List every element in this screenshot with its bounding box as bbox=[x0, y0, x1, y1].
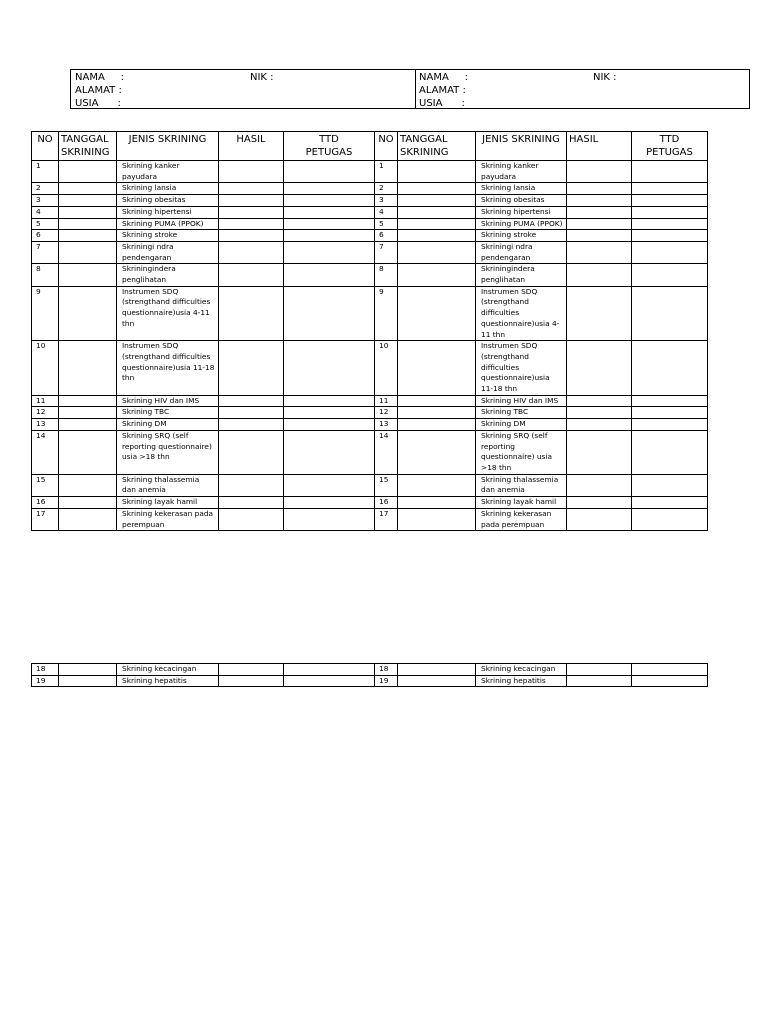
row-no: 3 bbox=[375, 195, 398, 207]
ttd-cell[interactable] bbox=[284, 341, 375, 396]
right-alamat-label: ALAMAT : bbox=[419, 85, 466, 96]
jenis-cell: Skrining DM bbox=[117, 419, 219, 431]
tanggal-cell[interactable] bbox=[398, 675, 476, 687]
tanggal-cell[interactable] bbox=[59, 675, 117, 687]
ttd-cell[interactable] bbox=[632, 241, 708, 263]
hasil-cell[interactable] bbox=[219, 508, 284, 530]
header-divider bbox=[415, 70, 416, 108]
jenis-cell: Skrining thalassemia dan anemia bbox=[476, 474, 567, 496]
tanggal-cell[interactable] bbox=[398, 206, 476, 218]
ttd-cell[interactable] bbox=[632, 218, 708, 230]
ttd-cell[interactable] bbox=[284, 430, 375, 474]
ttd-cell[interactable] bbox=[284, 508, 375, 530]
table-row bbox=[32, 264, 708, 286]
ttd-cell[interactable] bbox=[284, 407, 375, 419]
tanggal-cell[interactable] bbox=[398, 241, 476, 263]
ttd-cell[interactable] bbox=[284, 474, 375, 496]
ttd-cell[interactable] bbox=[632, 430, 708, 474]
tanggal-cell[interactable] bbox=[59, 241, 117, 263]
ttd-cell[interactable] bbox=[632, 341, 708, 396]
table-row bbox=[32, 419, 708, 431]
ttd-cell[interactable] bbox=[632, 474, 708, 496]
row-no: 15 bbox=[32, 474, 59, 496]
right-nama-label: NAMA : bbox=[419, 72, 469, 83]
jenis-cell: Skrining SRQ (self reporting questionnaire) usia >18 thn bbox=[476, 430, 567, 474]
jenis-cell: Skrining HIV dan IMS bbox=[117, 395, 219, 407]
row-no: 3 bbox=[32, 195, 59, 207]
ttd-cell[interactable] bbox=[284, 664, 375, 676]
hasil-cell[interactable] bbox=[567, 218, 632, 230]
hasil-cell[interactable] bbox=[219, 286, 284, 341]
row-no: 16 bbox=[375, 497, 398, 509]
col-hasil-header-right: HASIL bbox=[567, 132, 632, 161]
table-row bbox=[32, 497, 708, 509]
tanggal-cell[interactable] bbox=[59, 407, 117, 419]
row-no: 6 bbox=[32, 230, 59, 242]
tanggal-cell[interactable] bbox=[398, 474, 476, 496]
right-nik-label: NIK : bbox=[593, 72, 617, 83]
hasil-cell[interactable] bbox=[219, 195, 284, 207]
jenis-cell: Skrining DM bbox=[476, 419, 567, 431]
hasil-cell[interactable] bbox=[219, 183, 284, 195]
tanggal-cell[interactable] bbox=[59, 395, 117, 407]
row-no: 5 bbox=[32, 218, 59, 230]
hasil-cell[interactable] bbox=[567, 264, 632, 286]
patient-identity-box bbox=[70, 69, 750, 109]
row-no: 12 bbox=[32, 407, 59, 419]
ttd-cell[interactable] bbox=[284, 206, 375, 218]
tanggal-cell[interactable] bbox=[59, 341, 117, 396]
ttd-cell[interactable] bbox=[632, 264, 708, 286]
tanggal-cell[interactable] bbox=[59, 286, 117, 341]
hasil-cell[interactable] bbox=[219, 241, 284, 263]
col-jenis-header: JENIS SKRINING bbox=[117, 132, 219, 161]
col-hasil-header: HASIL bbox=[219, 132, 284, 161]
jenis-cell: Skrining kanker payudara bbox=[117, 161, 219, 183]
row-no: 13 bbox=[32, 419, 59, 431]
row-no: 4 bbox=[375, 206, 398, 218]
ttd-cell[interactable] bbox=[284, 497, 375, 509]
ttd-cell[interactable] bbox=[284, 230, 375, 242]
row-no: 14 bbox=[32, 430, 59, 474]
col-ttd-header-right: TTD PETUGAS bbox=[632, 132, 708, 161]
ttd-cell[interactable] bbox=[632, 195, 708, 207]
tanggal-cell[interactable] bbox=[398, 407, 476, 419]
row-no: 9 bbox=[32, 286, 59, 341]
jenis-cell: Skrining layak hamil bbox=[476, 497, 567, 509]
hasil-cell[interactable] bbox=[219, 206, 284, 218]
hasil-cell[interactable] bbox=[219, 264, 284, 286]
table-row bbox=[32, 195, 708, 207]
ttd-cell[interactable] bbox=[284, 241, 375, 263]
tanggal-cell[interactable] bbox=[59, 430, 117, 474]
row-no: 12 bbox=[375, 407, 398, 419]
hasil-cell[interactable] bbox=[567, 206, 632, 218]
tanggal-cell[interactable] bbox=[398, 430, 476, 474]
jenis-cell: Skrining kekerasan pada perempuan bbox=[117, 508, 219, 530]
table-row bbox=[32, 407, 708, 419]
jenis-cell: Instrumen SDQ (strengthand difficulties questionnaire)usia 4-11 thn bbox=[117, 286, 219, 341]
ttd-cell[interactable] bbox=[632, 508, 708, 530]
table-row bbox=[32, 395, 708, 407]
ttd-cell[interactable] bbox=[632, 675, 708, 687]
tanggal-cell[interactable] bbox=[398, 395, 476, 407]
jenis-cell: Instrumen SDQ (strengthand difficulties questionnaire)usia 4-11 thn bbox=[476, 286, 567, 341]
row-no: 16 bbox=[32, 497, 59, 509]
table-row bbox=[32, 474, 708, 496]
table-row bbox=[32, 161, 708, 183]
hasil-cell[interactable] bbox=[219, 395, 284, 407]
tanggal-cell[interactable] bbox=[59, 218, 117, 230]
tanggal-cell[interactable] bbox=[398, 230, 476, 242]
col-no-header-right: NO bbox=[375, 132, 398, 161]
jenis-cell: Instrumen SDQ (strengthand difficulties questionnaire)usia 11-18 thn bbox=[476, 341, 567, 396]
ttd-cell[interactable] bbox=[632, 497, 708, 509]
ttd-cell[interactable] bbox=[284, 161, 375, 183]
ttd-cell[interactable] bbox=[632, 183, 708, 195]
hasil-cell[interactable] bbox=[567, 497, 632, 509]
jenis-cell: Skrining TBC bbox=[476, 407, 567, 419]
jenis-cell: Skrining hipertensi bbox=[476, 206, 567, 218]
col-tanggal-header-right: TANGGAL SKRINING bbox=[398, 132, 476, 161]
screening-table-continued bbox=[31, 663, 708, 687]
row-no: 17 bbox=[375, 508, 398, 530]
table-row bbox=[32, 206, 708, 218]
jenis-cell: Skrining kekerasan pada perempuan bbox=[476, 508, 567, 530]
row-no: 4 bbox=[32, 206, 59, 218]
row-no: 11 bbox=[32, 395, 59, 407]
jenis-cell: Skrining SRQ (self reporting questionnaire) usia >18 thn bbox=[117, 430, 219, 474]
row-no: 19 bbox=[375, 675, 398, 687]
hasil-cell[interactable] bbox=[567, 430, 632, 474]
left-alamat-label: ALAMAT : bbox=[75, 85, 122, 96]
col-no-header: NO bbox=[32, 132, 59, 161]
row-no: 8 bbox=[32, 264, 59, 286]
ttd-cell[interactable] bbox=[284, 218, 375, 230]
ttd-cell[interactable] bbox=[632, 395, 708, 407]
row-no: 13 bbox=[375, 419, 398, 431]
screening-table bbox=[31, 131, 708, 531]
table-row bbox=[32, 241, 708, 263]
tanggal-cell[interactable] bbox=[398, 264, 476, 286]
jenis-cell: Skrining hepatitis bbox=[476, 675, 567, 687]
jenis-cell: Skrining stroke bbox=[476, 230, 567, 242]
row-no: 15 bbox=[375, 474, 398, 496]
row-no: 1 bbox=[32, 161, 59, 183]
tanggal-cell[interactable] bbox=[59, 161, 117, 183]
hasil-cell[interactable] bbox=[219, 664, 284, 676]
row-no: 7 bbox=[375, 241, 398, 263]
hasil-cell[interactable] bbox=[567, 508, 632, 530]
hasil-cell[interactable] bbox=[567, 161, 632, 183]
hasil-cell[interactable] bbox=[219, 497, 284, 509]
jenis-cell: Skrining thalassemia dan anemia bbox=[117, 474, 219, 496]
tanggal-cell[interactable] bbox=[398, 218, 476, 230]
tanggal-cell[interactable] bbox=[398, 161, 476, 183]
table-row bbox=[32, 183, 708, 195]
ttd-cell[interactable] bbox=[284, 675, 375, 687]
table-row bbox=[32, 675, 708, 687]
jenis-cell: Skrining PUMA (PPOK) bbox=[476, 218, 567, 230]
tanggal-cell[interactable] bbox=[59, 230, 117, 242]
jenis-cell: Skriningindera penglihatan bbox=[117, 264, 219, 286]
row-no: 5 bbox=[375, 218, 398, 230]
jenis-cell: Skrining stroke bbox=[117, 230, 219, 242]
table-row bbox=[32, 230, 708, 242]
row-no: 2 bbox=[375, 183, 398, 195]
tanggal-cell[interactable] bbox=[59, 664, 117, 676]
ttd-cell[interactable] bbox=[284, 395, 375, 407]
row-no: 10 bbox=[375, 341, 398, 396]
ttd-cell[interactable] bbox=[284, 195, 375, 207]
left-usia-label: USIA : bbox=[75, 98, 121, 109]
hasil-cell[interactable] bbox=[567, 419, 632, 431]
jenis-cell: Skrining TBC bbox=[117, 407, 219, 419]
tanggal-cell[interactable] bbox=[398, 286, 476, 341]
jenis-cell: Skrining HIV dan IMS bbox=[476, 395, 567, 407]
row-no: 2 bbox=[32, 183, 59, 195]
hasil-cell[interactable] bbox=[219, 161, 284, 183]
ttd-cell[interactable] bbox=[284, 419, 375, 431]
hasil-cell[interactable] bbox=[567, 195, 632, 207]
hasil-cell[interactable] bbox=[219, 474, 284, 496]
jenis-cell: Skrining lansia bbox=[476, 183, 567, 195]
hasil-cell[interactable] bbox=[567, 230, 632, 242]
hasil-cell[interactable] bbox=[567, 664, 632, 676]
row-no: 18 bbox=[32, 664, 59, 676]
hasil-cell[interactable] bbox=[567, 675, 632, 687]
row-no: 19 bbox=[32, 675, 59, 687]
tanggal-cell[interactable] bbox=[59, 195, 117, 207]
jenis-cell: Skrining kanker payudara bbox=[476, 161, 567, 183]
row-no: 6 bbox=[375, 230, 398, 242]
hasil-cell[interactable] bbox=[567, 286, 632, 341]
ttd-cell[interactable] bbox=[632, 664, 708, 676]
ttd-cell[interactable] bbox=[284, 286, 375, 341]
row-no: 7 bbox=[32, 241, 59, 263]
hasil-cell[interactable] bbox=[219, 675, 284, 687]
tanggal-cell[interactable] bbox=[59, 474, 117, 496]
table-row bbox=[32, 218, 708, 230]
jenis-cell: Skrining PUMA (PPOK) bbox=[117, 218, 219, 230]
ttd-cell[interactable] bbox=[632, 286, 708, 341]
row-no: 14 bbox=[375, 430, 398, 474]
row-no: 9 bbox=[375, 286, 398, 341]
row-no: 1 bbox=[375, 161, 398, 183]
ttd-cell[interactable] bbox=[632, 206, 708, 218]
left-nama-label: NAMA : bbox=[75, 72, 125, 83]
hasil-cell[interactable] bbox=[567, 474, 632, 496]
jenis-cell: Skriningi ndra pendengaran bbox=[476, 241, 567, 263]
ttd-cell[interactable] bbox=[632, 407, 708, 419]
col-ttd-header: TTD PETUGAS bbox=[284, 132, 375, 161]
ttd-cell[interactable] bbox=[284, 183, 375, 195]
jenis-cell: Skrining lansia bbox=[117, 183, 219, 195]
hasil-cell[interactable] bbox=[567, 407, 632, 419]
jenis-cell: Skriningindera penglihatan bbox=[476, 264, 567, 286]
jenis-cell: Skrining kecacingan bbox=[476, 664, 567, 676]
jenis-cell: Skrining hipertensi bbox=[117, 206, 219, 218]
hasil-cell[interactable] bbox=[219, 230, 284, 242]
col-tanggal-header: TANGGAL SKRINING bbox=[59, 132, 117, 161]
hasil-cell[interactable] bbox=[219, 341, 284, 396]
left-nik-label: NIK : bbox=[250, 72, 274, 83]
tanggal-cell[interactable] bbox=[398, 497, 476, 509]
hasil-cell[interactable] bbox=[219, 419, 284, 431]
table-row bbox=[32, 664, 708, 676]
table-row bbox=[32, 341, 708, 396]
ttd-cell[interactable] bbox=[632, 419, 708, 431]
table-row bbox=[32, 430, 708, 474]
table-row bbox=[32, 508, 708, 530]
table-row bbox=[32, 286, 708, 341]
tanggal-cell[interactable] bbox=[398, 508, 476, 530]
hasil-cell[interactable] bbox=[567, 183, 632, 195]
ttd-cell[interactable] bbox=[632, 161, 708, 183]
row-no: 18 bbox=[375, 664, 398, 676]
tanggal-cell[interactable] bbox=[59, 497, 117, 509]
hasil-cell[interactable] bbox=[219, 407, 284, 419]
tanggal-cell[interactable] bbox=[59, 206, 117, 218]
table-header-row bbox=[32, 132, 708, 161]
jenis-cell: Skrining obesitas bbox=[117, 195, 219, 207]
hasil-cell[interactable] bbox=[567, 241, 632, 263]
hasil-cell[interactable] bbox=[219, 430, 284, 474]
jenis-cell: Skrining kecacingan bbox=[117, 664, 219, 676]
tanggal-cell[interactable] bbox=[398, 195, 476, 207]
tanggal-cell[interactable] bbox=[59, 419, 117, 431]
jenis-cell: Skrining layak hamil bbox=[117, 497, 219, 509]
row-no: 8 bbox=[375, 264, 398, 286]
tanggal-cell[interactable] bbox=[398, 183, 476, 195]
hasil-cell[interactable] bbox=[567, 341, 632, 396]
ttd-cell[interactable] bbox=[632, 230, 708, 242]
jenis-cell: Skrining hepatitis bbox=[117, 675, 219, 687]
tanggal-cell[interactable] bbox=[398, 664, 476, 676]
row-no: 10 bbox=[32, 341, 59, 396]
row-no: 11 bbox=[375, 395, 398, 407]
ttd-cell[interactable] bbox=[284, 264, 375, 286]
hasil-cell[interactable] bbox=[567, 395, 632, 407]
tanggal-cell[interactable] bbox=[59, 508, 117, 530]
tanggal-cell[interactable] bbox=[398, 341, 476, 396]
jenis-cell: Skrining obesitas bbox=[476, 195, 567, 207]
jenis-cell: Skriningi ndra pendengaran bbox=[117, 241, 219, 263]
tanggal-cell[interactable] bbox=[59, 183, 117, 195]
jenis-cell: Instrumen SDQ (strengthand difficulties questionnaire)usia 11-18 thn bbox=[117, 341, 219, 396]
right-usia-label: USIA : bbox=[419, 98, 465, 109]
hasil-cell[interactable] bbox=[219, 218, 284, 230]
row-no: 17 bbox=[32, 508, 59, 530]
col-jenis-header-right: JENIS SKRINING bbox=[476, 132, 567, 161]
tanggal-cell[interactable] bbox=[398, 419, 476, 431]
tanggal-cell[interactable] bbox=[59, 264, 117, 286]
